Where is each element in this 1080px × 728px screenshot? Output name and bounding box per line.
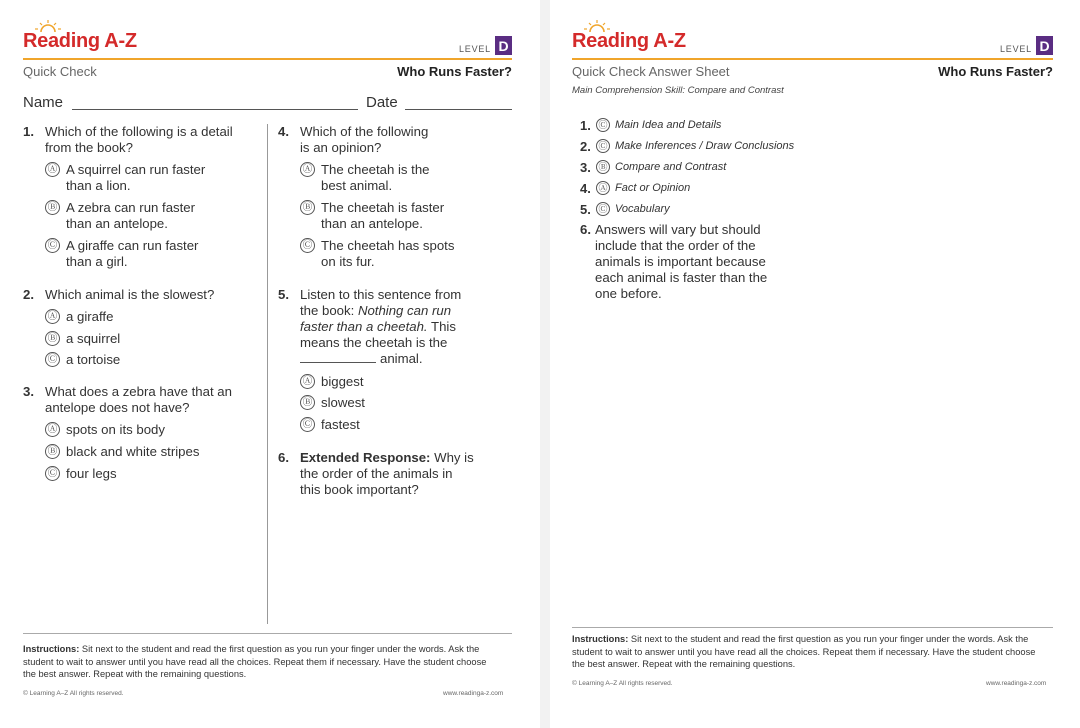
question-5: 5. Listen to this sentence from the book: Nothing can run faster than a cheetah. This means the cheetah is the animal. Ⓐ biggest Ⓑ slowest Ⓒ fastest <box>278 287 462 432</box>
answer-bubble[interactable]: Ⓒ <box>300 417 315 432</box>
footer-rule <box>23 633 512 634</box>
answer-bubble[interactable]: Ⓒ <box>300 238 315 253</box>
answer-bubble[interactable]: Ⓐ <box>45 309 60 324</box>
footer-rule <box>572 627 1053 628</box>
page-subtitle: Quick Check <box>23 64 97 79</box>
answer-bubble[interactable]: Ⓑ <box>45 200 60 215</box>
answer-bubble[interactable]: Ⓑ <box>300 200 315 215</box>
answer-bubble[interactable]: Ⓐ <box>45 162 60 177</box>
question-text: Which animal is the slowest? <box>45 287 215 302</box>
question-2: 2. Which animal is the slowest? Ⓐ a giraffe Ⓑ a squirrel Ⓒ a tortoise <box>23 287 215 367</box>
question-text: Listen to this sentence from the book: Nothing can run faster than a cheetah. This means the cheetah is the animal. <box>300 287 462 366</box>
level-badge: D <box>495 36 512 55</box>
level-indicator: LEVEL D <box>459 36 512 55</box>
fill-in-blank[interactable] <box>300 352 376 363</box>
answer-bubble: Ⓒ <box>596 118 610 132</box>
answer-bubble[interactable]: Ⓐ <box>300 374 315 389</box>
website-url: www.readinga-z.com <box>443 690 504 697</box>
book-title: Who Runs Faster? <box>938 64 1053 79</box>
answer-bubble: Ⓒ <box>596 139 610 153</box>
level-badge: D <box>1036 36 1053 55</box>
header-rule <box>23 58 512 60</box>
instructions: Instructions: Sit next to the student and read the first question as you run your finger under the words. Ask the student to wait to answer until you have read all the choices. Repeat them if necessary. Have the student choose the best answer. Repeat with the remaining questions. <box>23 644 487 679</box>
header-rule <box>572 58 1053 60</box>
name-label: Name <box>23 94 64 111</box>
page-gutter <box>540 0 550 728</box>
reading-az-logo: Reading A-Z <box>23 30 137 53</box>
question-3: 3. What does a zebra have that an antelope does not have? Ⓐ spots on its body Ⓑ black and white stripes Ⓒ four legs <box>23 384 232 481</box>
answer-bubble: Ⓑ <box>596 160 610 174</box>
question-4: 4. Which of the following is an opinion? Ⓐ The cheetah is the best animal. Ⓑ The cheetah is faster than an antelope. Ⓒ The cheetah has spots on its fur. <box>278 124 455 269</box>
answer-bubble[interactable]: Ⓒ <box>45 238 60 253</box>
answer-bubble[interactable]: Ⓑ <box>45 331 60 346</box>
reading-az-logo: Reading A-Z <box>572 30 686 53</box>
question-1: 1. Which of the following is a detail from the book? Ⓐ A squirrel can run faster than a lion. Ⓑ A zebra can run faster than an antelope. Ⓒ A giraffe can run faster than a girl. <box>23 124 233 269</box>
question-text: Extended Response: Why is the order of the animals in this book important? <box>300 450 474 497</box>
instructions: Instructions: Sit next to the student and read the first question as you run your finger under the words. Ask the student to wait to answer until you have read all the choices. Repeat them if necessary. Have the student choose the best answer. Repeat with the remaining questions. <box>572 634 1036 669</box>
question-text: What does a zebra have that an antelope does not have? <box>45 384 232 415</box>
question-text: Which of the following is a detail from the book? <box>45 124 233 155</box>
page-subtitle: Quick Check Answer Sheet <box>572 64 730 79</box>
sun-icon <box>584 20 610 32</box>
answer-bubble: Ⓐ <box>596 181 610 195</box>
book-title: Who Runs Faster? <box>397 64 512 79</box>
date-label: Date <box>366 94 398 111</box>
answer-bubble[interactable]: Ⓐ <box>300 162 315 177</box>
copyright: © Learning A–Z All rights reserved. <box>572 680 673 687</box>
answer-bubble[interactable]: Ⓒ <box>45 352 60 367</box>
answer-bubble[interactable]: Ⓒ <box>45 466 60 481</box>
answer-bubble[interactable]: Ⓑ <box>45 444 60 459</box>
level-indicator: LEVEL D <box>1000 36 1053 55</box>
question-6: 6. Extended Response: Why is the order of the animals in this book important? <box>278 450 474 497</box>
comprehension-skill: Main Comprehension Skill: Compare and Contrast <box>572 85 784 96</box>
name-date-row <box>23 94 512 112</box>
website-url: www.readinga-z.com <box>986 680 1047 687</box>
column-divider <box>267 124 268 624</box>
question-text: Which of the following is an opinion? <box>300 124 429 155</box>
answer-sheet-page: Reading A-Z LEVEL D Quick Check Answer Sheet Who Runs Faster? Main Comprehension Skill: Compare and Contrast 1. Ⓒ Main Idea and Details 2. Ⓒ Make Inferences / Draw Conclusions 3. Ⓑ Compare and Contrast 4. Ⓐ Fact or Opinion 5. Ⓒ Vocabulary 6. Answers will vary but should include that the order of the animals is important because each animal is faster than the one before. Instructions: Sit next to the student and read the first question as you run your finger under the words. Ask the student to wait to answer until you have read all the choices. Repeat them if necessary. Have the student choose the best answer. Repeat with the remaining questions. © Learning A–Z All rights reserved. www.readinga-z.com <box>550 0 1080 728</box>
answer-bubble[interactable]: Ⓐ <box>45 422 60 437</box>
copyright: © Learning A–Z All rights reserved. <box>23 690 124 697</box>
answer-bubble[interactable]: Ⓑ <box>300 395 315 410</box>
name-field[interactable] <box>72 109 358 110</box>
answer-bubble: Ⓒ <box>596 202 610 216</box>
date-field[interactable] <box>405 109 512 110</box>
sun-icon <box>35 20 61 32</box>
